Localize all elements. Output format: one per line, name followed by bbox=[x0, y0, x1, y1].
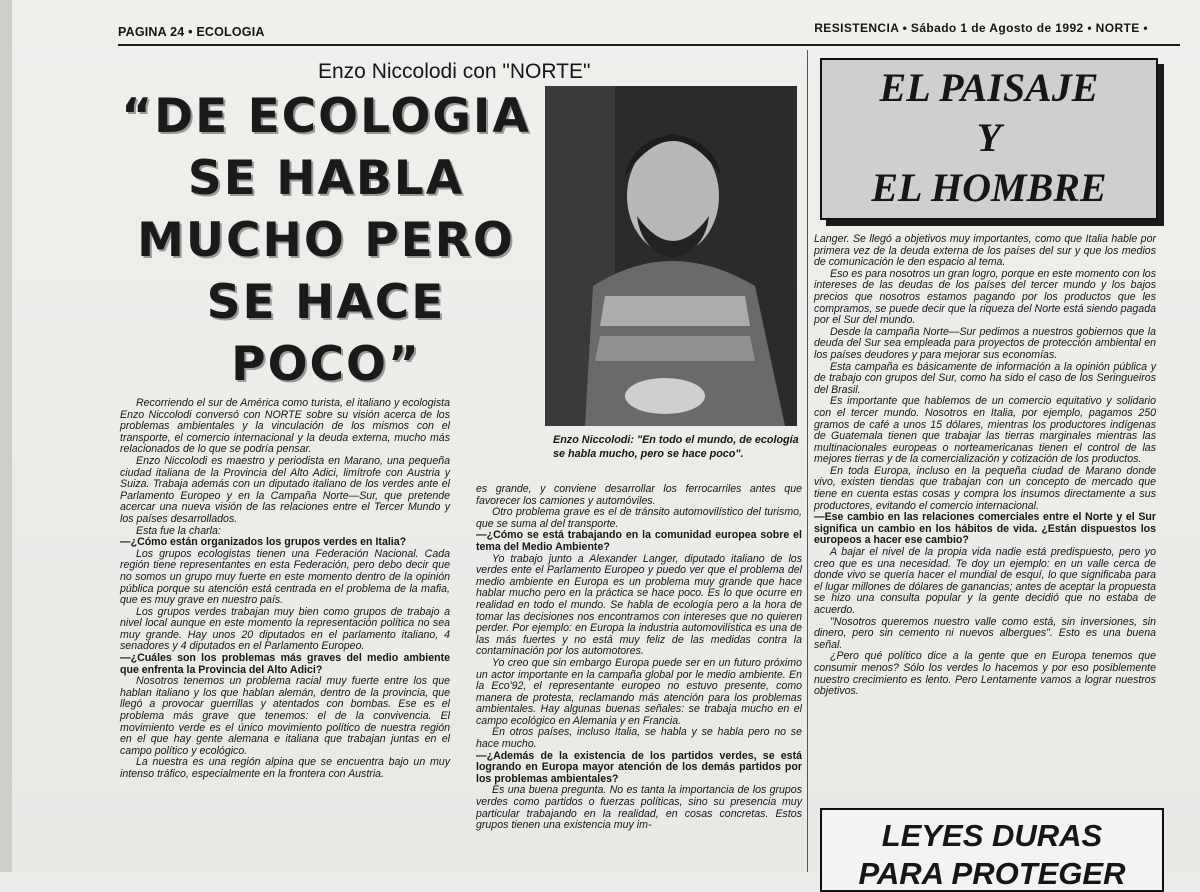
section-title-box bbox=[820, 58, 1158, 220]
paragraph: Enzo Niccolodi es maestro y periodista en Marano, una pequeña ciudad italiana de la Provincia del Alto Adici, limítrofe con Austria y Suiza. Trabaja además con un diputado italiano de los verdes ante el Parlamento Europeo y en la Campaña Norte—Sur, que pretende acercar una nueva visión de las relaciones entre el Tercer Mundo y los países desarrollados. bbox=[120, 454, 450, 525]
paragraph: "Nosotros queremos nuestro valle como está, sin inversiones, sin dinero, pero sin cemento ni nuevos albergues". Esto es una buena señal. bbox=[814, 615, 1156, 651]
paragraph: A bajar el nivel de la propia vida nadie está predispuesto, pero yo creo que es una necesidad. Te doy un ejemplo: en un valle cerca de donde vivo se quería hacer el mundial de esquí, lo que significaba para el lugar millones de dólares de ganancias; antes de aceptar la propuesta se hizo una consulta popular y la gente decidió que no estaba de acuerdo. bbox=[814, 546, 1156, 616]
question: —¿Cómo están organizados los grupos verdes en Italia? bbox=[120, 536, 407, 549]
section-title-line1: EL PAISAJE bbox=[879, 65, 1099, 110]
paragraph: Los grupos verdes trabajan muy bien como grupos de trabajo a nivel local aunque en este momento la representación política no sea muy grande. Hay unos 20 diputados en el parlamento italiano, 4 senadores y 4 diputados en el Parlamento Europeo. bbox=[120, 605, 450, 653]
paragraph: Eso es para nosotros un gran logro, porque en este momento con los intereses de las deudas de los países del tercer mundo y los bajos precios que nosotros estamos pagando por los productos que les compramos, se puede decir que la riqueza del Norte está siendo pagada por el Sur del mundo. bbox=[814, 267, 1156, 327]
article-headline: “DE ECOLOGIA SE HABLA MUCHO PERO SE HACE POCO” bbox=[121, 89, 531, 392]
next-article-box bbox=[820, 808, 1164, 892]
section-title-line3: EL HOMBRE bbox=[871, 165, 1107, 210]
paragraph: Esta campaña es básicamente de información a la opinión pública y de trabajo con grupos del Sur, como ha sido el caso de los Seringueiros del Brasil. bbox=[814, 360, 1156, 396]
section-title-line2: Y bbox=[976, 115, 1002, 160]
photo-caption: Enzo Niccolodi: "En todo el mundo, de ecología se habla mucho, pero se hace poco". bbox=[553, 434, 799, 460]
column-2 bbox=[476, 484, 802, 832]
paragraph: En toda Europa, incluso en la pequeña ciudad de Marano donde vivo, existen tiendas que trabajan con un concepto de mercado que tiene en cuenta estas cosas y compra los insumos directamente a sus productores, evitando el comercio internacional. bbox=[814, 464, 1156, 512]
portrait-photo bbox=[545, 86, 797, 426]
section-label: PAGINA 24 • ECOLOGIA bbox=[118, 25, 265, 39]
column-3 bbox=[814, 234, 1156, 698]
paragraph: Es una buena pregunta. No es tanta la importancia de los grupos verdes como partidos o fuerzas políticas, sino su presencia muy particular trabajando en la realidad, en cosas concretas. Estos grupos tienen una existencia muy im- bbox=[476, 784, 802, 832]
question: —¿Cuáles son los problemas más graves del medio ambiente que enfrenta la Provincia del Alto Adici? bbox=[120, 652, 450, 676]
article-kicker: Enzo Niccolodi con "NORTE" bbox=[318, 60, 591, 83]
paragraph: En otros países, incluso Italia, se habla y se habla pero no se hace mucho. bbox=[476, 726, 802, 751]
question: —¿Además de la existencia de los partidos verdes, se está logrando en Europa mayor atención de los demás partidos por los problemas ambientales? bbox=[476, 749, 802, 785]
paragraph: Otro problema grave es el de tránsito automovilístico del turismo, que se suma al del transporte. bbox=[476, 506, 802, 530]
paragraph: es grande, y conviene desarrollar los ferrocarriles antes que favorecer los camiones y automóviles. bbox=[476, 483, 802, 507]
dateline: RESISTENCIA • Sábado 1 de Agosto de 1992 • NORTE • bbox=[814, 21, 1148, 35]
page-header bbox=[118, 18, 1178, 40]
paragraph: Desde la campaña Norte—Sur pedimos a nuestros gobiernos que la deuda del Sur sea empleada para proyectos de protección ambiental en los países deudores y para mejorar sus economías. bbox=[814, 325, 1156, 361]
page-edge bbox=[0, 0, 12, 872]
next-headline-line1: LEYES DURAS bbox=[881, 818, 1103, 853]
question: —¿Cómo se está trabajando en la comunidad europea sobre el tema del Medio Ambiente? bbox=[476, 529, 802, 553]
column-1 bbox=[120, 398, 450, 781]
paragraph: Langer. Se llegó a objetivos muy importantes, como que Italia hable por primera vez de la deuda externa de los países del sur y que los medios de comunicación le den espacio al tema. bbox=[814, 233, 1156, 269]
paragraph: ¿Pero qué político dice a la gente que en Europa tenemos que consumir menos? Sólo los verdes lo hacemos y por eso posiblemente nuestro crecimiento es lento. Pero Lentamente vamos a lograr nuestros objetivos. bbox=[814, 650, 1156, 698]
question: —Ese cambio en las relaciones comerciales entre el Norte y el Sur significa un cambio en los hábitos de vida. ¿Están dispuestos los europeos a hacer ese cambio? bbox=[814, 511, 1156, 547]
column-divider bbox=[807, 50, 808, 872]
paragraph: Yo creo que sin embargo Europa puede ser en un futuro próximo un actor importante en la campaña global por le medio ambiente. En la Eco'92, el representante europeo no estuvo presente, como manera de protesta, reclamando más atención para los problemas ambientales. Hay algunas buenas señales: se trabaja mucho en el campo ecológico en Alemania y en Francia. bbox=[476, 656, 802, 727]
next-headline-line2: PARA PROTEGER bbox=[858, 856, 1126, 891]
paragraph: Nosotros tenemos un problema racial muy fuerte entre los que hablan italiano y los que hablan alemán, dentro de la provincia, que llegó a provocar guerrillas y atentados con bombas. Ese es el problema más grave que tenemos: el de la convivencia. El movimiento verde es el único movimiento político de nuestra región en el que hay gente alemana e italiana que trabajan juntas en el campo político y ecológico. bbox=[120, 675, 450, 757]
paragraph: La nuestra es una región alpina que se encuentra bajo un muy intenso tráfico, especialmente en la frontera con Austria. bbox=[120, 756, 450, 780]
paragraph: Es importante que hablemos de un comercio equitativo y solidario con el tercer mundo. Nosotros en Italia, por ejemplo, pagamos 250 gramos de café a unos 15 dólares, mientras los productores indígenas de Guatemala tienen que trabajar las tierras marginales mientras las multinacionales europeas o norteamericanas tienen el control de las mejores tierras y de la comercialización y cotización de los productos. bbox=[814, 395, 1156, 466]
paragraph: Esta fue la charla: bbox=[136, 524, 221, 537]
paragraph: Recorriendo el sur de América como turista, el italiano y ecologista Enzo Niccolodi conversó con NORTE sobre su visión acerca de los problemas ambientales y la vinculación de los mismos con el transporte, el comercio internacional y la deuda externa, mucho más relacionados de lo que se podría pensar. bbox=[120, 397, 450, 456]
paragraph: Yo trabajo junto a Alexander Langer, diputado italiano de los verdes ente el Parlamento Europeo y puedo ver que el problema del medio ambiente en Europa es un problema muy grande que hace hablar mucho pero en la práctica se hace poco. Es lo que ocurre en realidad en todo el mundo. Se habla de ecología pero a la hora de tomar las decisiones nos encontramos con intereses que no quieren perder. Por ejemplo: en Europa la industria automovilística es una de las más fuertes y no está muy feliz de las medidas contra la contaminación por los automotores. bbox=[476, 552, 802, 658]
paragraph: Los grupos ecologistas tienen una Federación Nacional. Cada región tiene representantes en esta Federación, pero debo decir que no somos un grupo muy fuerte en este momento dentro de la opinión pública porque su atención está centrada en el problema de la mafia, que es muy grave en nuestro país. bbox=[120, 547, 450, 607]
header-rule bbox=[118, 44, 1180, 46]
